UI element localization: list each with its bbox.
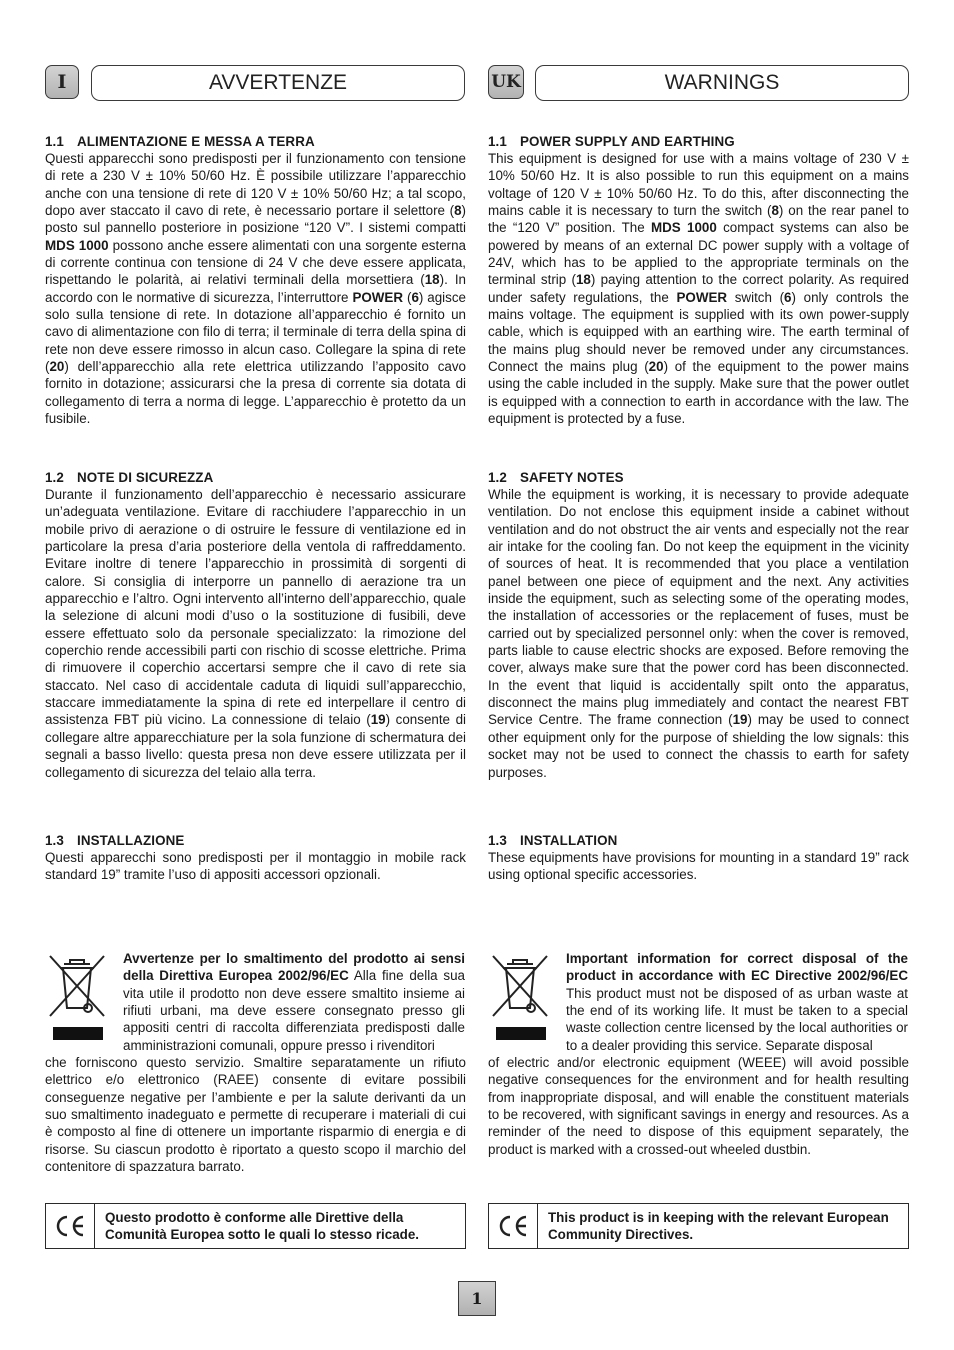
crossed-out-wheeled-bin-icon — [489, 950, 551, 1042]
paragraph-safety-notes: While the equipment is working, it is necessary to provide adequate ventilation. Do not enclose this equipment inside a cabinet without ventilation and do not obstruct the air vents and especially not the rear air intake for the cooling fan. Do not keep the equipment in the vicinity of sources of heat. It is recommended that you place a ventilation panel between one piece of equipment and the next. Any activities inside the equipment, such as selecting some of the operating modes, the installation of accessories or the replacement of fuses, must be carried out by specialized personnel only: when the cover is removed, parts liable to cause electric shocks are exposed. Before removing the cover, always make sure that the power cord has been disconnected. In the event that liquid is accidentally spilt onto the apparatus, disconnect the mains plug immediately and contact the nearest FBT Service Centre. The frame connection (19) may be used to connect other equipment only for the purpose of shielding the low signals: this socket may not be used to connect the chassis to earth for safety purposes. — [488, 487, 909, 780]
ce-conformity-box-english — [488, 1203, 909, 1249]
heading-installazione: 1.3 INSTALLAZIONE — [45, 833, 185, 848]
heading-installation: 1.3 INSTALLATION — [488, 833, 618, 848]
heading-power-supply: 1.1 POWER SUPPLY AND EARTHING — [488, 134, 735, 149]
ce-conformity-box-italian — [45, 1203, 466, 1249]
language-badge-italian: I — [45, 65, 79, 99]
heading-safety-notes: 1.2 SAFETY NOTES — [488, 470, 624, 485]
weee-notice-english-continued: of electric and/or electronic equipment (WEEE) will avoid possible negative consequences for the environment and for health resulting from inappropriate disposal, and will enable the constituent materials to be recovered, with significant savings in energy and resources. As a reminder of the need to dispose of this equipment separately, the product is marked with a crossed-out wheeled dustbin. — [488, 1055, 909, 1157]
ce-mark-icon — [46, 1204, 95, 1248]
section-title-warnings: WARNINGS — [535, 65, 909, 101]
page-number: 1 — [458, 1281, 496, 1316]
crossed-out-wheeled-bin-icon — [46, 950, 108, 1042]
paragraph-installation: These equipments have provisions for mounting in a standard 19” rack using optional specific accessories. — [488, 850, 909, 883]
language-badge-english: UK — [488, 65, 524, 99]
section-title-avvertenze: AVVERTENZE — [91, 65, 465, 101]
paragraph-installazione: Questi apparecchi sono predisposti per il montaggio in mobile rack standard 19” tramite l’uso di appositi accessori opzionali. — [45, 850, 466, 883]
ce-text-italian: Questo prodotto è conforme alle Direttive della Comunità Europea sotto le quali lo stesso ricade. — [105, 1210, 420, 1242]
ce-text-english: This product is in keeping with the relevant European Community Directives. — [548, 1210, 889, 1242]
paragraph-power-supply: This equipment is designed for use with a mains voltage of 230 V ± 10% 50/60 Hz. It is also possible to run this equipment on a mains voltage of 120 V ± 10% 50/60 Hz. To do this, after disconnecting the mains cable it is necessary to turn the switch (8) on the rear panel to the “120 V” position. The MDS 1000 compact systems can also be powered by means of an external DC power supply with a voltage of 24V, which has to be applied to the appropriate terminals on the terminal strip (18) paying attention to the correct polarity. As required under safety regulations, the POWER switch (6) only controls the mains voltage. The equipment is supplied with its own power-supply cable, which is equipped with an earthing wire. The earth terminal of the mains plug should never be removed under any circumstances. Connect the mains plug (20) of the equipment to the power mains using the cable included in the supply. Make sure that the power outlet is equipped with a connection to earth in accordance with the law. The equipment is protected by a fuse. — [488, 151, 910, 427]
weee-notice-english: Important information for correct disposal of the product in accordance with EC Directive 2002/96/EC This product must not be disposed of as urban waste at the end of its working life. It must be taken to a special waste collection centre licensed by the local authorities or to a dealer providing this service. Separate disposal — [566, 951, 908, 1053]
weee-notice-italian: Avvertenze per lo smaltimento del prodotto ai sensi della Direttiva Europea 2002/96/EC Alla fine della sua vita utile il prodotto non deve essere smaltito insieme ai rifiuti urbani, ma deve essere consegnato presso gli appositi centri di raccolta differenziata predisposti dalle amministrazioni comunali, oppure presso i rivenditori — [123, 951, 465, 1053]
ce-mark-icon — [489, 1204, 538, 1248]
weee-notice-italian-continued: che forniscono questo servizio. Smaltire separatamente un rifiuto elettrico e/o elettronico (RAEE) consente di evitare possibili conseguenze negative per l’ambiente e per la salute derivanti da un suo smaltimento inadeguato e permette di recuperare i materiali di cui è composto al fine di ottenere un importante risparmio di energia e di risorse. Su ciascun prodotto è riportato a questo scopo il marchio del contenitore di spazzatura barrato. — [45, 1055, 466, 1175]
paragraph-alimentazione: Questi apparecchi sono predisposti per il funzionamento con tensione di rete a 230 V ± 10% 50/60 Hz. È possibile utilizzare l’apparecchio anche con una tensione di rete di 120 V ± 10% 50/60 Hz; a tal scopo, dopo aver staccato il cavo di rete, è necessario portare il selettore (8) posto sul pannello posteriore in posizione “120 V”. I sistemi compatti MDS 1000 possono anche essere alimentati con una sorgente esterna di corrente continua con tensione di 24 V che deve essere applicata, rispettando le polarità, ai relativi terminali della morsettiera (18). In accordo con le normative di sicurezza, l’interruttore POWER (6) agisce solo sulla tensione di rete. In dotazione all’apparecchio é fornito un cavo di alimentazione con filo di terra; il terminale di terra della spina di rete non deve essere rimosso in alcun caso. Collegare la spina di rete (20) dell’apparecchio alla rete elettrica utilizzando l’apposito cavo fornito in dotazione; assicurarsi che la presa di corrente sia dotata di collegamento di terra a norma di legge. L’apparecchio è protetto da un fusibile. — [45, 151, 466, 427]
heading-alimentazione: 1.1 ALIMENTAZIONE E MESSA A TERRA — [45, 134, 315, 149]
paragraph-note-sicurezza: Durante il funzionamento dell’apparecchio è necessario assicurare un’adeguata ventilazione. Evitare di racchiudere l’apparecchio in un mobile privo di aerazione o di ostruire le fessure di ventilazione ed in particolare la presa d’aria posteriore della ventola di raffreddamento. Evitare inoltre di tenere l’apparecchio in prossimità di sorgenti di calore. Si consiglia di interporre un pannello di aerazione tra un apparecchio e l’altro. Ogni intervento all’interno dell’apparecchio, quale la selezione di alcuni modi d’uso o la sostituzione di fusibili, deve essere effettuato solo da personale specializzato: la rimozione del coperchio rende accessibili parti con rischio di scosse elettriche. Prima di rimuovere il coperchio accertarsi sempre che il cavo di rete sia staccato. Nel caso di accidentale caduta di liquidi sull’apparecchio, staccare immediatamente la spina di rete ed interpellare il centro di assistenza FBT più vicino. La connessione di telaio (19) consente di collegare altre apparecchiature per la sola funzione di schermatura dei segnali a basso livello: questa presa non deve essere utilizzata per il collegamento di sicurezza del telaio alla terra. — [45, 487, 467, 780]
heading-note-sicurezza: 1.2 NOTE DI SICUREZZA — [45, 470, 214, 485]
